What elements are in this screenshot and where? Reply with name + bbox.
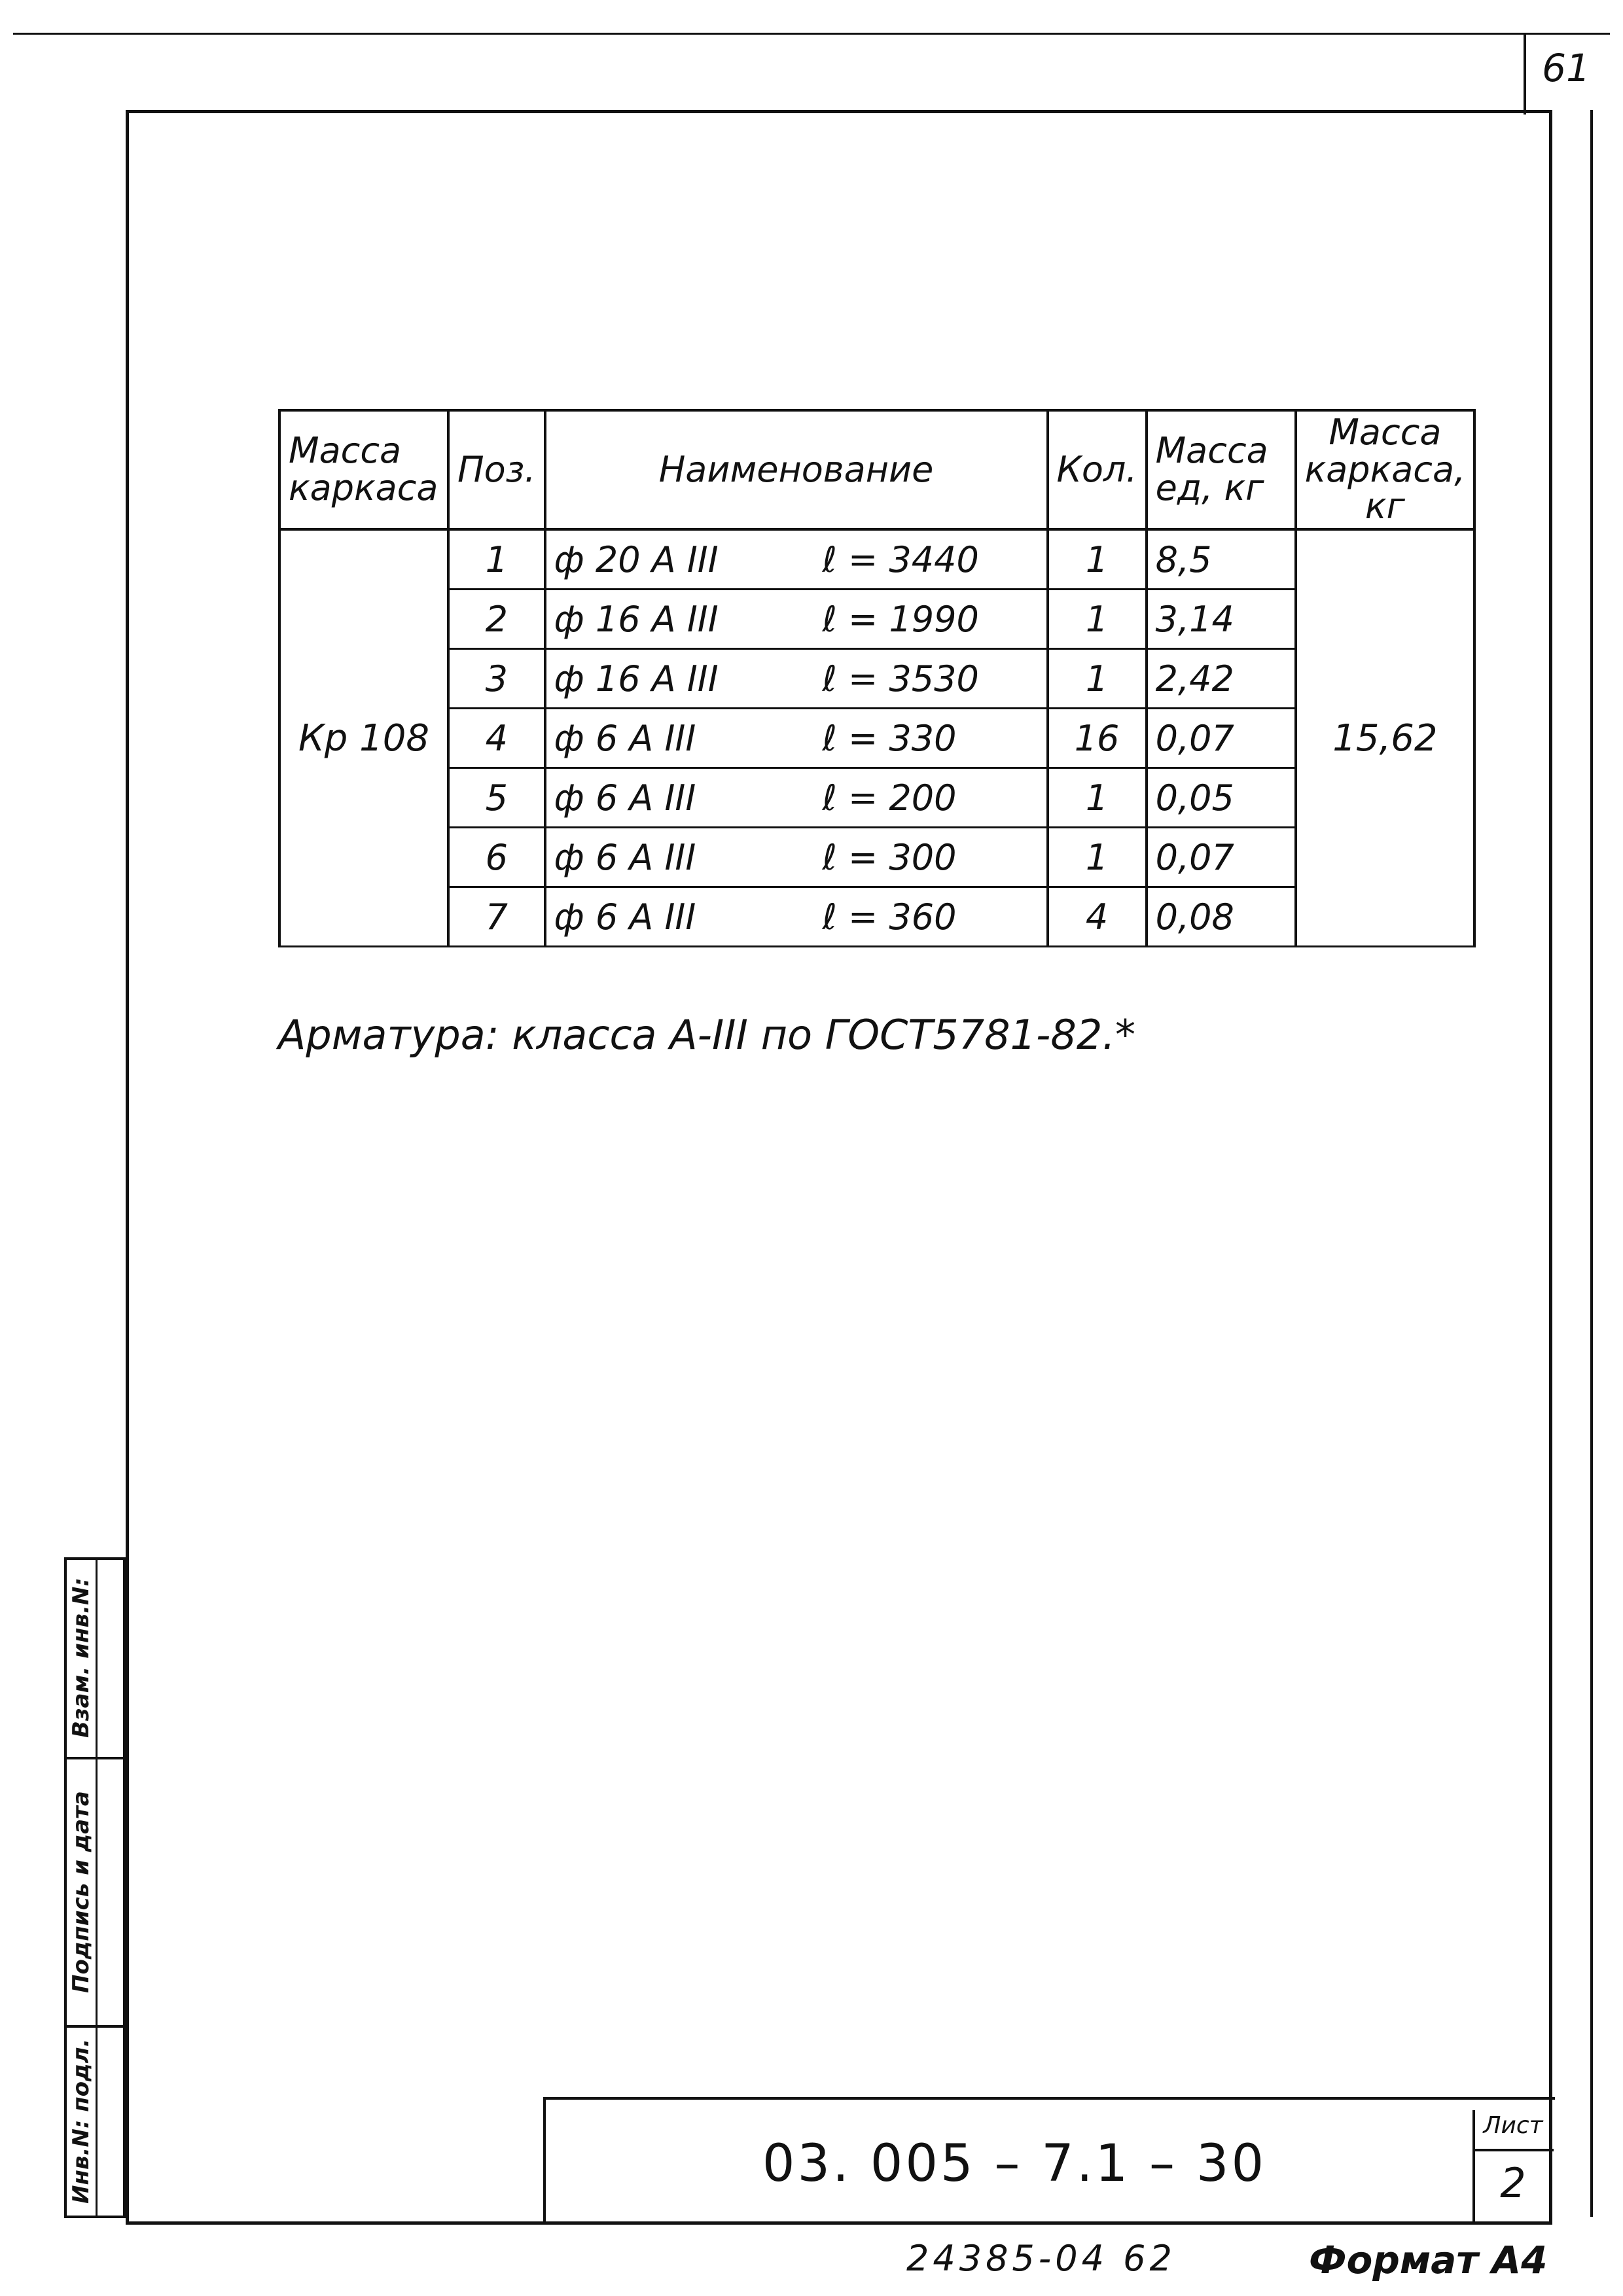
- row-mass: 8,5: [1147, 529, 1296, 590]
- row-qty: 1: [1048, 529, 1147, 590]
- row-name: ф 6 А III ℓ = 330: [545, 709, 1048, 768]
- table-row: [279, 768, 1474, 828]
- specification-table: [278, 409, 1476, 947]
- row-name: ф 20 А III ℓ = 3440: [545, 529, 1048, 590]
- header-total-mass: Масса каркаса, кг: [1296, 410, 1475, 529]
- side-stamp: [64, 1557, 126, 2218]
- group-name: Кр 108: [279, 529, 448, 947]
- header-qty: Кол.: [1048, 410, 1147, 529]
- table-row: [279, 887, 1474, 947]
- row-mass: 0,08: [1147, 887, 1296, 947]
- row-pos: 7: [448, 887, 545, 947]
- stamp-label: Инв.N: подл.: [68, 2038, 94, 2204]
- header-name: Наименование: [545, 410, 1048, 529]
- row-mass: 0,05: [1147, 768, 1296, 828]
- row-name: ф 6 А III ℓ = 300: [545, 828, 1048, 887]
- row-mass: 2,42: [1147, 649, 1296, 709]
- table-row: [279, 590, 1474, 649]
- header-pos: Поз.: [448, 410, 545, 529]
- inventory-number: 24385-04 62: [906, 2238, 1176, 2279]
- row-name: ф 6 А III ℓ = 360: [545, 887, 1048, 947]
- table-row: [279, 529, 1474, 590]
- table-row: [279, 649, 1474, 709]
- header-unit-mass: Масса ед, кг: [1147, 410, 1296, 529]
- stamp-cell-signature: [67, 1759, 123, 2028]
- stamp-label: Взам. инв.N:: [68, 1578, 94, 1739]
- row-pos: 2: [448, 590, 545, 649]
- sheet-label: Лист: [1472, 2112, 1554, 2151]
- row-name: ф 6 А III ℓ = 200: [545, 768, 1048, 828]
- frame-right-edge: [1590, 110, 1593, 2217]
- sheet-value: 2: [1500, 2159, 1526, 2207]
- row-mass: 0,07: [1147, 828, 1296, 887]
- row-qty: 16: [1048, 709, 1147, 768]
- stamp-cell-replace: [67, 1560, 123, 1759]
- total-mass: 15,62: [1296, 529, 1475, 947]
- top-border-line: [13, 33, 1610, 35]
- table-row: [279, 828, 1474, 887]
- table-row: [279, 709, 1474, 768]
- stamp-cell-inventory: [67, 2028, 123, 2216]
- row-pos: 4: [448, 709, 545, 768]
- format-label: Формат А4: [1309, 2238, 1548, 2282]
- row-qty: 1: [1048, 590, 1147, 649]
- row-qty: 4: [1048, 887, 1147, 947]
- row-mass: 3,14: [1147, 590, 1296, 649]
- row-qty: 1: [1048, 768, 1147, 828]
- row-name: ф 16 А III ℓ = 1990: [545, 590, 1048, 649]
- row-pos: 1: [448, 529, 545, 590]
- stamp-label: Подпись и дата: [68, 1791, 94, 1993]
- row-qty: 1: [1048, 649, 1147, 709]
- header-group: Масса каркаса: [279, 410, 448, 529]
- row-pos: 3: [448, 649, 545, 709]
- row-qty: 1: [1048, 828, 1147, 887]
- row-name: ф 16 А III ℓ = 3530: [545, 649, 1048, 709]
- reinforcement-note: Арматура: класса А-III по ГОСТ5781-82.*: [278, 1011, 1136, 1059]
- row-pos: 6: [448, 828, 545, 887]
- sheet-number: 61: [1542, 46, 1590, 90]
- document-number: 03. 005 – 7.1 – 30: [762, 2134, 1267, 2193]
- row-mass: 0,07: [1147, 709, 1296, 768]
- row-pos: 5: [448, 768, 545, 828]
